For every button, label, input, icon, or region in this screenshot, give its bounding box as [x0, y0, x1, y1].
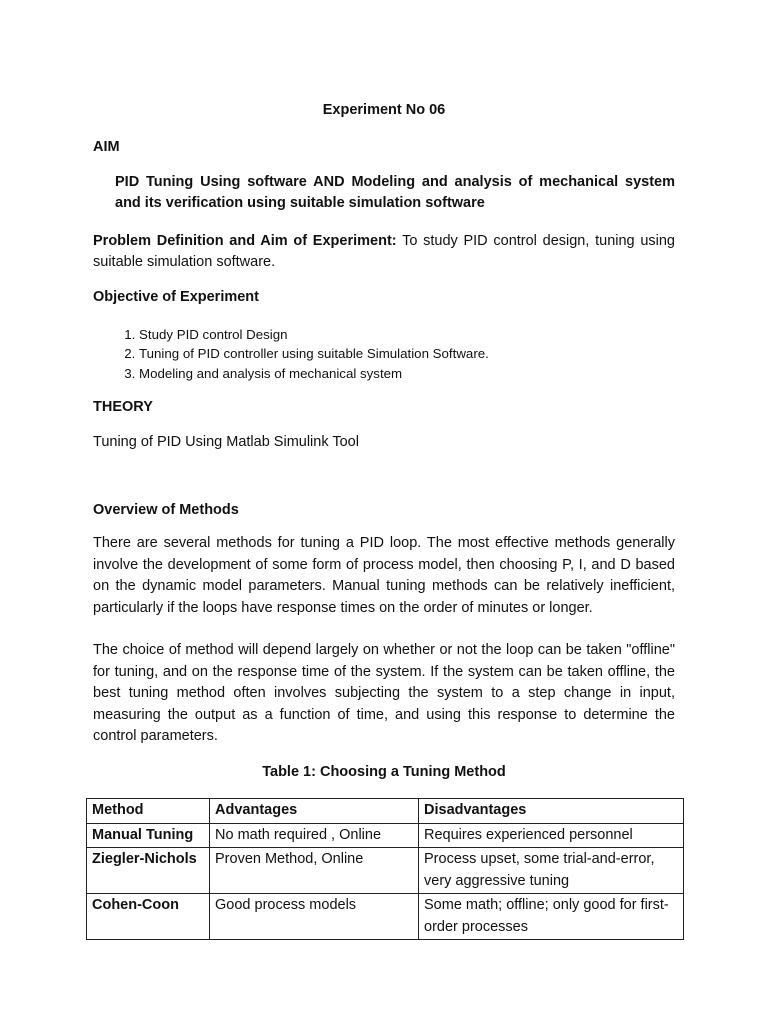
table-header-cell: Advantages	[210, 799, 419, 824]
table-cell: Process upset, some trial-and-error, very aggressive tuning	[419, 848, 684, 894]
table-cell: Requires experienced personnel	[419, 823, 684, 848]
objective-heading: Objective of Experiment	[93, 289, 259, 305]
table-cell: Good process models	[210, 894, 419, 940]
table-cell-method: Ziegler-Nichols	[87, 848, 210, 894]
paragraph: The choice of method will depend largely on whether or not the loop can be taken "offline" for tuning, and on the response time of the system. If the system can be taken offline, the best tuning method often involves subjecting the system to a step change in input, measuring the output as a function of time, and using this response to determine the control parameters.	[93, 642, 675, 744]
table-cell: No math required , Online	[210, 823, 419, 848]
theory-subtitle: Tuning of PID Using Matlab Simulink Tool	[93, 434, 359, 450]
list-item: 1. Study PID control Design	[139, 325, 721, 344]
page-title: Experiment No 06	[322, 102, 446, 118]
table-cell-method: Manual Tuning	[87, 823, 210, 848]
table-header-cell: Method	[87, 799, 210, 824]
table-cell-method: Cohen-Coon	[87, 894, 210, 940]
problem-definition	[93, 231, 675, 273]
table-header-cell: Disadvantages	[419, 799, 684, 824]
table-header-row	[87, 799, 684, 824]
table-cell: Proven Method, Online	[210, 848, 419, 894]
aim-text: PID Tuning Using software AND Modeling and analysis of mechanical system and its verification using suitable simulation software	[115, 174, 675, 211]
paragraph: There are several methods for tuning a PID loop. The most effective methods generally involve the development of some form of process model, then choosing P, I, and D based on the dynamic model parameters. Manual tuning methods can be relatively inefficient, particularly if the loops have response times on the order of minutes or longer.	[93, 535, 675, 616]
problem-label: Problem Definition and Aim of Experiment:	[93, 233, 397, 249]
problem-text: To study PID control design, tuning using suitable simulation software.	[93, 233, 675, 270]
tuning-methods-table	[86, 798, 684, 940]
aim-heading: AIM	[93, 139, 120, 155]
list-item: 3. Modeling and analysis of mechanical system	[139, 364, 721, 383]
objective-list	[93, 325, 721, 383]
table-row	[87, 848, 684, 894]
table-caption: Table 1: Choosing a Tuning Method	[262, 764, 506, 780]
overview-heading: Overview of Methods	[93, 502, 239, 518]
table-row	[87, 823, 684, 848]
table-cell: Some math; offline; only good for first-order processes	[419, 894, 684, 940]
theory-heading: THEORY	[93, 399, 153, 415]
list-item: 2. Tuning of PID controller using suitable Simulation Software.	[139, 344, 721, 363]
table-row	[87, 894, 684, 940]
